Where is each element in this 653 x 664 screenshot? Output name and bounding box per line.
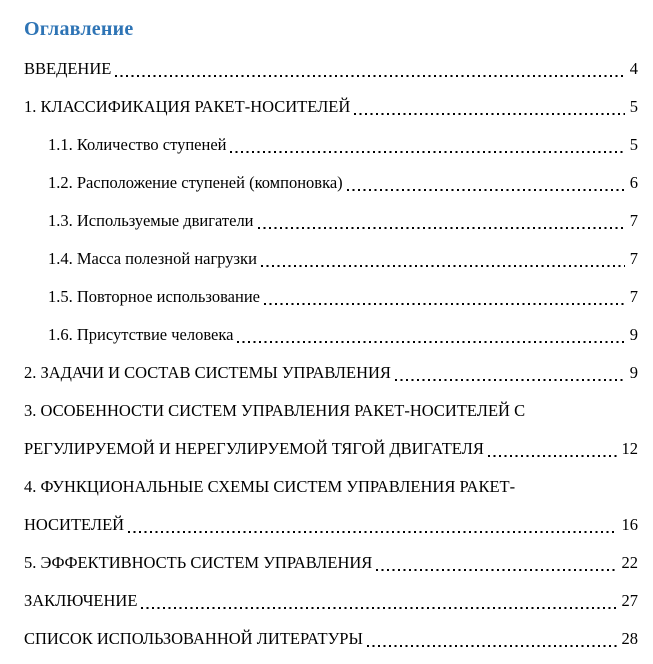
dot-leader <box>115 75 624 77</box>
toc-entry-text: 1.5. Повторное использование <box>48 287 260 306</box>
toc-entry-lastline <box>48 240 638 278</box>
toc-page-number: 9 <box>629 363 638 382</box>
dot-leader <box>237 341 624 343</box>
toc-entry-text: 2. ЗАДАЧИ И СОСТАВ СИСТЕМЫ УПРАВЛЕНИЯ <box>24 363 391 382</box>
dot-leader <box>258 227 625 229</box>
toc-entry[interactable] <box>24 50 638 88</box>
toc-entry[interactable] <box>24 620 638 658</box>
toc-page-number: 7 <box>629 249 638 268</box>
toc-entry-text: РЕГУЛИРУЕМОЙ И НЕРЕГУЛИРУЕМОЙ ТЯГОЙ ДВИГАТЕЛЯ <box>24 439 484 458</box>
toc-entry-lastline <box>48 164 638 202</box>
dot-leader <box>367 645 617 647</box>
toc-entry[interactable] <box>24 164 638 202</box>
toc-entry-text: 1.6. Присутствие человека <box>48 325 234 344</box>
dot-leader <box>395 379 625 381</box>
toc-page-number: 9 <box>629 325 638 344</box>
toc-entry[interactable] <box>24 202 638 240</box>
dot-leader <box>488 455 617 457</box>
dot-leader <box>230 151 624 153</box>
dot-leader <box>347 189 625 191</box>
toc-entry-text: 1. КЛАССИФИКАЦИЯ РАКЕТ-НОСИТЕЛЕЙ <box>24 97 351 116</box>
toc-entry[interactable] <box>24 240 638 278</box>
toc-entry[interactable] <box>24 88 638 126</box>
toc-list <box>24 50 638 658</box>
toc-entry-text: НОСИТЕЛЕЙ <box>24 515 125 534</box>
toc-page-number: 7 <box>629 211 638 230</box>
toc-entry[interactable] <box>24 468 638 544</box>
toc-entry-lastline <box>48 202 638 240</box>
dot-leader <box>261 265 625 267</box>
toc-page-number: 7 <box>629 287 638 306</box>
toc-entry-lastline <box>24 620 638 658</box>
toc-entry-text: 3. ОСОБЕННОСТИ СИСТЕМ УПРАВЛЕНИЯ РАКЕТ-НОСИТЕЛЕЙ С <box>24 401 526 420</box>
toc-entry-lastline <box>24 544 638 582</box>
toc-entry[interactable] <box>24 316 638 354</box>
dot-leader <box>264 303 625 305</box>
toc-page-number: 16 <box>621 515 638 534</box>
toc-entry-lastline <box>24 582 638 620</box>
dot-leader <box>128 531 616 533</box>
toc-entry-text: СПИСОК ИСПОЛЬЗОВАННОЙ ЛИТЕРАТУРЫ <box>24 629 363 648</box>
toc-page-number: 12 <box>621 439 638 458</box>
toc-entry-text: 1.3. Используемые двигатели <box>48 211 254 230</box>
toc-entry[interactable] <box>24 582 638 620</box>
toc-entry-lastline <box>24 50 638 88</box>
toc-entry-lastline <box>24 506 638 544</box>
toc-entry[interactable] <box>24 544 638 582</box>
toc-entry-lastline <box>24 430 638 468</box>
toc-entry-lastline <box>48 316 638 354</box>
toc-page-number: 28 <box>621 629 638 648</box>
toc-page-number: 22 <box>621 553 638 572</box>
toc-entry-text: ЗАКЛЮЧЕНИЕ <box>24 591 138 610</box>
toc-entry-text: 1.2. Расположение ступеней (компоновка) <box>48 173 343 192</box>
toc-title: Оглавление <box>24 18 134 40</box>
dot-leader <box>141 607 616 609</box>
toc-page-number: 27 <box>621 591 638 610</box>
toc-entry-text: ВВЕДЕНИЕ <box>24 59 112 78</box>
toc-page-number: 4 <box>629 59 638 78</box>
toc-entry-text: 1.4. Масса полезной нагрузки <box>48 249 257 268</box>
toc-entry[interactable] <box>24 278 638 316</box>
toc-entry-text: 5. ЭФФЕКТИВНОСТЬ СИСТЕМ УПРАВЛЕНИЯ <box>24 553 373 572</box>
toc-page-number: 5 <box>629 97 638 116</box>
toc-page-number: 5 <box>629 135 638 154</box>
toc-entry[interactable] <box>24 392 638 468</box>
dot-leader <box>376 569 616 571</box>
dot-leader <box>354 113 624 115</box>
toc-entry[interactable] <box>24 126 638 164</box>
toc-entry-lastline <box>24 354 638 392</box>
toc-page-number: 6 <box>629 173 638 192</box>
toc-entry-lastline <box>48 278 638 316</box>
toc-entry[interactable] <box>24 354 638 392</box>
toc-entry-lastline <box>48 126 638 164</box>
toc-entry-lastline <box>24 88 638 126</box>
toc-entry-text: 4. ФУНКЦИОНАЛЬНЫЕ СХЕМЫ СИСТЕМ УПРАВЛЕНИЯ РАКЕТ- <box>24 477 516 496</box>
toc-entry-text: 1.1. Количество ступеней <box>48 135 227 154</box>
